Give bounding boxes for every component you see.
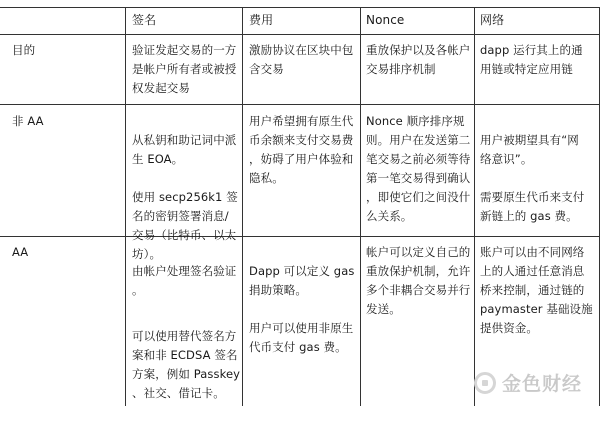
table-divider [474, 7, 475, 406]
cell-paragraph: 用户可以使用非原生 代币支付 gas 费。 [249, 321, 354, 354]
row-label-aa: AA [12, 245, 29, 259]
cell-purpose-fees: 激励协议在区块中包 含交易 [249, 43, 354, 76]
cell-paragraph: 用户被期望具有“网 络意识”。 [480, 133, 579, 166]
header-nonce: Nonce [366, 13, 405, 27]
cell-paragraph: 由帐户处理签名验证 。 [132, 264, 237, 297]
cell-purpose-nonce: 重放保护以及各帐户 交易排序机制 [366, 43, 471, 76]
table-divider [125, 7, 126, 406]
cell-paragraph: 使用 secp256k1 签 名的密钥签署消息/ 交易（比特币、以太 坊）。 [132, 190, 238, 261]
watermark [474, 369, 582, 396]
table-divider [0, 7, 600, 8]
cell-aa-fees [249, 243, 357, 376]
cell-nonaa-nonce: Nonce 顺序排序规 则。用户在发送第二 笔交易之前必须等待 第一笔交易得到确认 ，即使它们之间没什 么关系。 [366, 114, 471, 223]
coin-logo-icon [474, 372, 496, 394]
table-divider [360, 7, 361, 406]
cell-aa-network: 账户可以由不同网络 上的人通过任意消息 桥来控制，通过链的 paymaster 基础设施 提供资金。 [480, 245, 593, 335]
cell-paragraph: Dapp 可以定义 gas 捐助策略。 [249, 264, 355, 297]
cell-nonaa-network [480, 112, 596, 245]
table-divider [0, 34, 600, 35]
header-network: 网络 [480, 13, 505, 27]
watermark-text: 金色财经 [501, 373, 582, 395]
cell-paragraph: 从私钥和助记词中派 生 EOA。 [132, 133, 237, 166]
header-fees: 费用 [249, 13, 274, 27]
cell-purpose-signature: 验证发起交易的一方 是帐户所有者或被授 权发起交易 [132, 43, 237, 95]
cell-paragraph: 需要原生代币来支付 新链上的 gas 费。 [480, 190, 585, 223]
cell-nonaa-fees: 用户希望拥有原生代 币余额来支付交易费 ，妨碍了用户体验和 隐私。 [249, 114, 354, 185]
row-label-purpose: 目的 [12, 43, 36, 57]
row-label-non-aa: 非 AA [12, 114, 44, 128]
cell-aa-nonce: 帐户可以定义自己的 重放保护机制，允许 多个非耦合交易并行 发送。 [366, 245, 471, 316]
table-divider [0, 104, 600, 105]
cell-paragraph: 可以使用替代签名方 案和非 ECDSA 签名 方案，例如 Passkey 、社交、借记卡。 [132, 329, 241, 400]
cell-purpose-network: dapp 运行其上的通 用链或特定应用链 [480, 43, 583, 76]
cell-aa-signature [132, 243, 242, 422]
table-divider [242, 7, 243, 406]
header-signature: 签名 [132, 13, 157, 27]
